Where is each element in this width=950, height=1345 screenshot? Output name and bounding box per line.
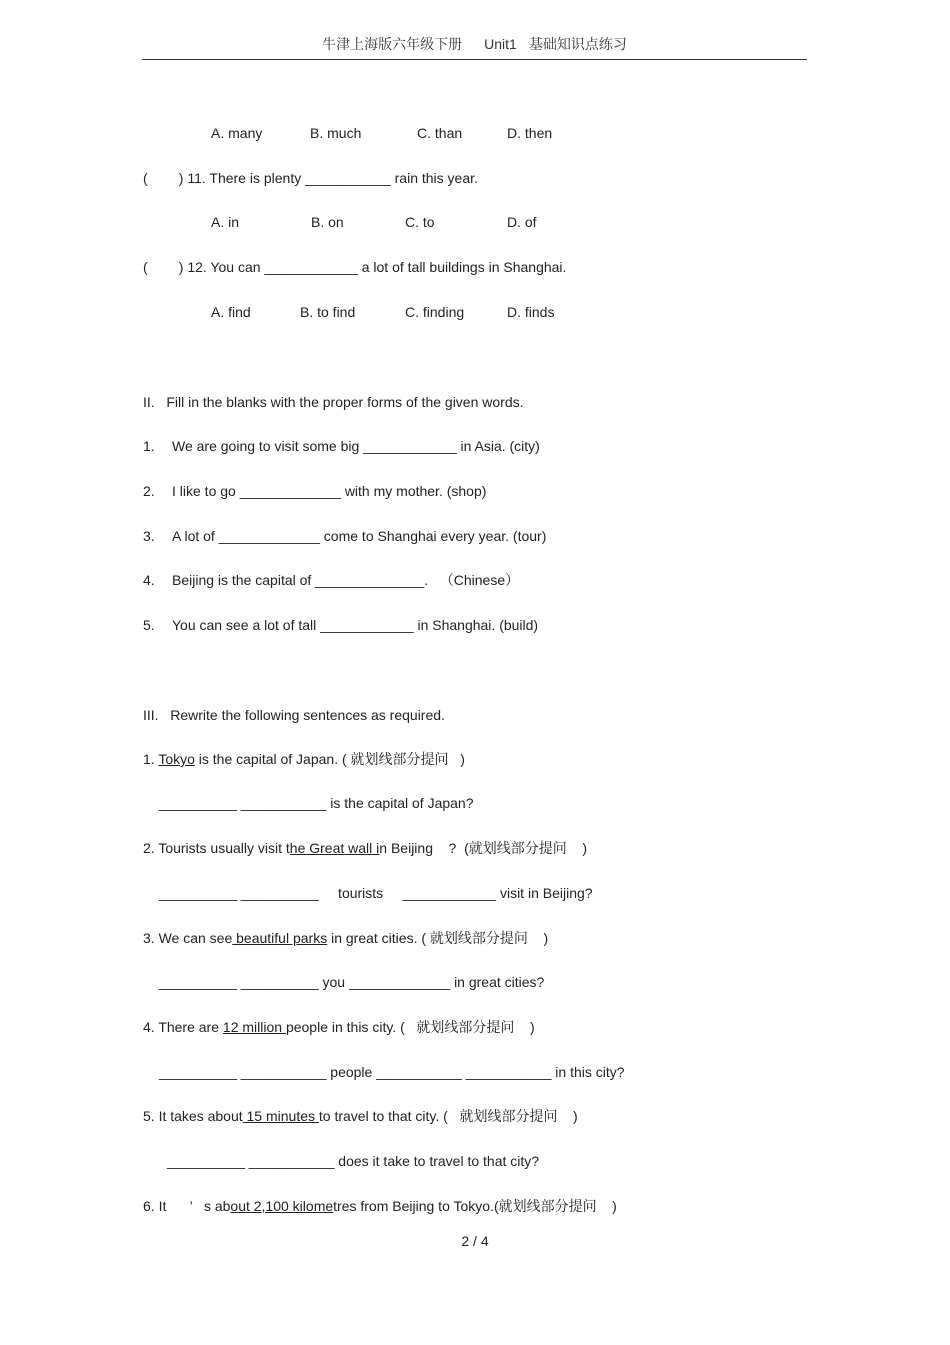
q12-option-a: A. find <box>211 304 251 320</box>
q10-option-c: C. than <box>417 125 463 141</box>
s3-item-3-pre: 3. We can see <box>143 930 233 946</box>
s2-item-1-text: We are going to visit some big ____________ in Asia. (city) <box>172 438 540 454</box>
s3-item-4-underlined: 12 million <box>222 1019 286 1035</box>
q10-option-a: A. many <box>211 125 263 141</box>
s3-item-1-answer: __________ ___________ is the capital of Japan? <box>159 795 474 811</box>
q11-option-b: B. on <box>311 214 344 230</box>
q11-option-c: C. to <box>405 214 435 230</box>
s2-item-5-text: You can see a lot of tall ____________ in Shanghai. (build) <box>172 617 539 633</box>
s2-item-5-number: 5. <box>143 617 155 633</box>
s3-item-4-pre: 4. There are <box>143 1019 223 1035</box>
s2-item-4-number: 4. <box>143 572 155 588</box>
s3-item-3-answer: __________ __________ you _____________ in great cities? <box>159 974 545 990</box>
s3-item-2 <box>143 839 587 857</box>
header-subtitle: 基础知识点练习 <box>528 36 627 52</box>
q11-question: ( ) 11. There is plenty ___________ rain this year. <box>143 170 478 186</box>
s2-item-4-text: Beijing is the capital of ______________. （Chinese） <box>172 572 520 588</box>
s3-item-2-post: n Beijing ? (就划线部分提问 ) <box>379 840 587 856</box>
s3-item-5 <box>143 1107 578 1125</box>
s3-item-6-underlined: out 2,100 kilome <box>230 1198 334 1214</box>
s3-item-4-answer: __________ ___________ people ___________ ___________ in this city? <box>159 1064 625 1080</box>
s3-item-1 <box>143 750 465 768</box>
section-2-title: II. Fill in the blanks with the proper forms of the given words. <box>143 394 524 410</box>
q11-option-d: D. of <box>507 214 537 230</box>
s3-item-5-pre: 5. It takes about <box>143 1108 243 1124</box>
header-title: 牛津上海版六年级下册 <box>322 36 463 52</box>
s3-item-3-post: in great cities. ( 就划线部分提问 ) <box>327 930 549 946</box>
s3-item-4 <box>143 1018 535 1036</box>
s3-item-1-post: is the capital of Japan. ( 就划线部分提问 ) <box>194 751 465 767</box>
section-3-title: III. Rewrite the following sentences as required. <box>143 707 445 723</box>
q12-option-b: B. to find <box>300 304 356 320</box>
q12-question: ( ) 12. You can ____________ a lot of tall buildings in Shanghai. <box>143 259 567 275</box>
q12-option-d: D. finds <box>507 304 555 320</box>
s3-item-2-pre: 2. Tourists usually visit t <box>143 840 290 856</box>
page-header <box>142 34 807 54</box>
s2-item-2-number: 2. <box>143 483 155 499</box>
s3-item-4-post: people in this city. ( 就划线部分提问 ) <box>285 1019 535 1035</box>
s2-item-3-text: A lot of _____________ come to Shanghai every year. (tour) <box>172 528 547 544</box>
s3-item-6-post: tres from Beijing to Tokyo.(就划线部分提问 ) <box>333 1198 617 1214</box>
q11-option-a: A. in <box>211 214 240 230</box>
s3-item-1-pre: 1. <box>143 751 159 767</box>
header-divider <box>142 59 807 60</box>
s3-item-6 <box>143 1197 617 1215</box>
s3-item-5-answer: __________ ___________ does it take to travel to that city? <box>167 1153 540 1169</box>
page-number: 2 / 4 <box>461 1233 489 1249</box>
s3-item-6-pre: 6. It ’ s ab <box>143 1198 231 1214</box>
s3-item-3-underlined: beautiful parks <box>232 930 328 946</box>
s2-item-2-text: I like to go _____________ with my mother. (shop) <box>172 483 487 499</box>
q10-option-d: D. then <box>507 125 553 141</box>
s3-item-2-underlined: he Great wall i <box>289 840 380 856</box>
s3-item-5-post: to travel to that city. ( 就划线部分提问 ) <box>318 1108 578 1124</box>
q12-option-c: C. finding <box>405 304 465 320</box>
s3-item-3 <box>143 929 548 947</box>
s3-item-2-answer: __________ __________ tourists ____________ visit in Beijing? <box>159 885 593 901</box>
s2-item-1-number: 1. <box>143 438 155 454</box>
header-unit: Unit1 <box>484 36 517 52</box>
s3-item-5-underlined: 15 minutes <box>242 1108 319 1124</box>
s2-item-3-number: 3. <box>143 528 155 544</box>
q10-option-b: B. much <box>310 125 362 141</box>
s3-item-1-underlined: Tokyo <box>158 751 195 767</box>
